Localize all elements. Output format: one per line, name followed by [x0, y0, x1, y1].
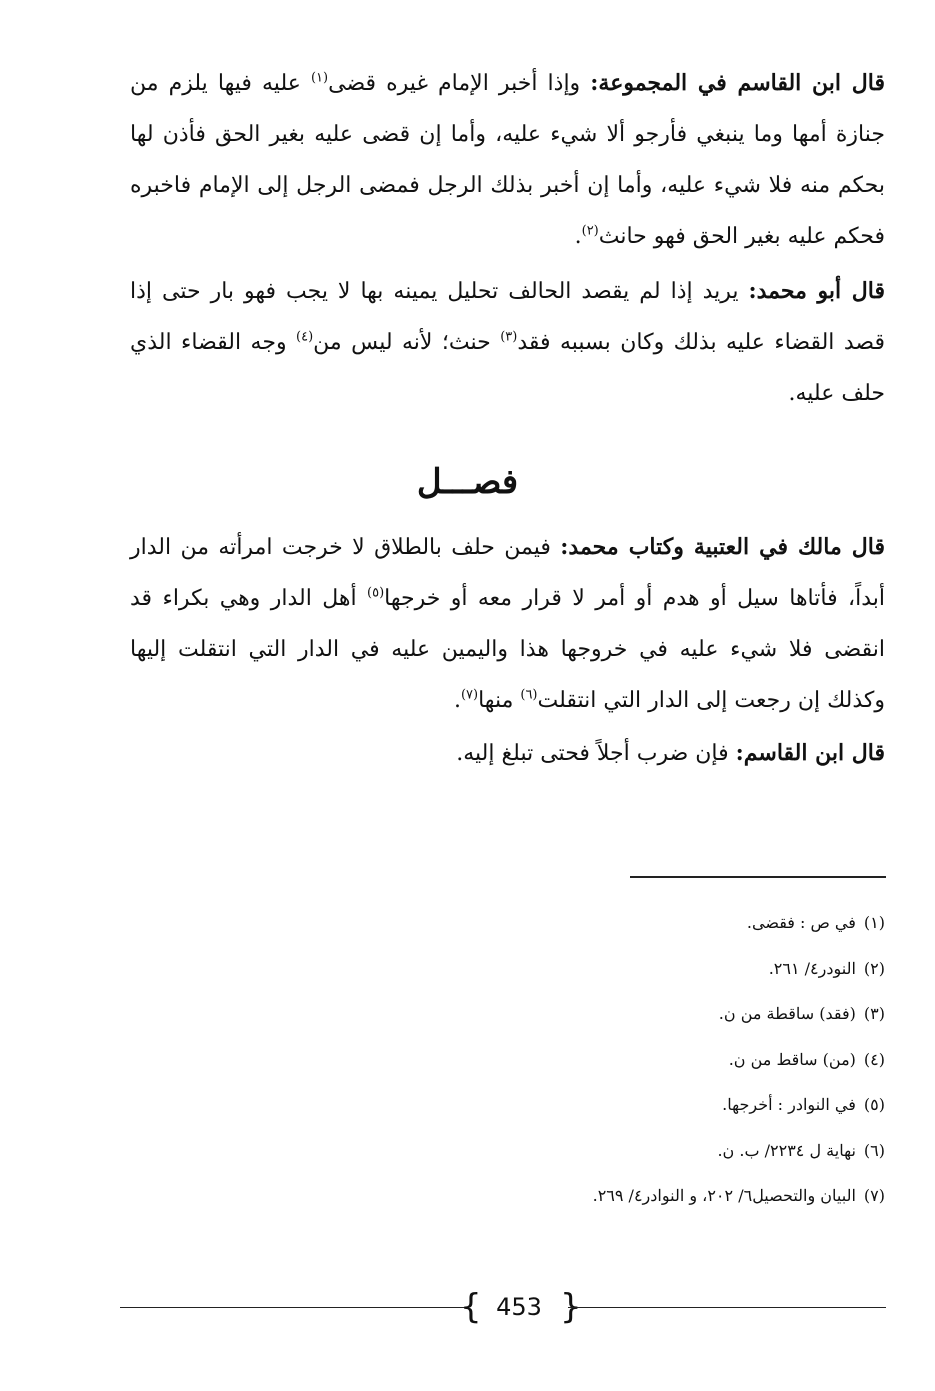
paragraph-text: يريد إذا لم يقصد الحالف تحليل يمينه بها لا يجب فهو بار حتى إذا قصد القضاء عليه بذلك وكان بسببه فقد [130, 279, 885, 355]
paragraph-text: وإذا أخبر الإمام غيره قضى [328, 71, 591, 96]
paragraph-text: أهل الدار وهي بكراء قد انقضى فلا شيء عليه في خروجها هذا واليمين عليه في الدار التي انتقلت إليها وكذلك إن رجعت إلى الدار التي انتقلت [130, 586, 885, 713]
footnote-number: (١) [863, 913, 885, 932]
paragraph-abu-muhammad [130, 266, 885, 419]
footer-rule-right [568, 1307, 886, 1308]
footnote-item [300, 1173, 885, 1219]
footnote-number: (٧) [863, 1186, 885, 1205]
paragraph-malik-utbiyya [130, 522, 885, 726]
paragraph-text: حنث؛ لأنه ليس من [313, 330, 501, 355]
footnote-item [300, 946, 885, 992]
footnote-ref[interactable]: (٥) [367, 585, 385, 601]
footnote-ref[interactable]: (١) [310, 70, 329, 86]
footnote-item [300, 991, 885, 1037]
paragraph-text: منها [478, 688, 521, 713]
page-footer [120, 1283, 886, 1339]
footnote-number: (٤) [863, 1049, 885, 1069]
paragraph-ibn-al-qasim [130, 728, 885, 779]
footnote-number: (٥) [863, 1095, 885, 1114]
footnote-item [300, 1037, 885, 1083]
page-number-bracket-open: { [460, 1287, 482, 1327]
footnote-ref[interactable]: (٤) [296, 329, 314, 345]
footnote-number: (٣) [863, 1004, 885, 1023]
footnote-item [300, 900, 885, 946]
footnote-item [300, 1128, 885, 1174]
section-heading: فصـــل [416, 462, 519, 502]
paragraph-ibn-al-qasim-majmua [130, 58, 885, 262]
page-number-bracket-close: } [560, 1287, 582, 1327]
footnote-text: نهاية ل ٢٢٣٤/ ب. ن. [717, 1140, 856, 1160]
paragraph-text: فيمن حلف بالطلاق لا خرجت امرأته من الدار أبداً، فأتاها سيل أو هدم أو أمر لا قرار معه أو خرجها [130, 535, 885, 611]
footnote-text: في ص : فقضى. [746, 913, 856, 932]
footnote-number: (٢) [863, 958, 885, 978]
footnote-text: (فقد) ساقطة من ن. [718, 1004, 856, 1023]
page-number: 453 [496, 1293, 542, 1321]
footer-rule-left [120, 1307, 468, 1308]
speaker-label: قال ابن القاسم: [735, 740, 885, 766]
footnote-number: (٦) [863, 1140, 885, 1160]
paragraph-text: . [453, 688, 461, 713]
footnote-text: في النوادر : أخرجها. [722, 1095, 856, 1114]
paragraph-text: عليه فيها يلزم من جنازة أمها وما ينبغي فأرجو ألا شيء عليه، وأما إن قضى عليه بغير الحق فأذن لها بحكم منه فلا شيء عليه، وأما إن أخبر بذلك الرجل فمضى الرجل إلى الإمام فاخبره فحكم عليه بغير الحق فهو حانث [130, 71, 885, 249]
speaker-label: قال مالك في العتبية وكتاب محمد: [560, 534, 885, 560]
footnote-text: البيان والتحصيل٦/ ٢٠٢، و النوادر٤/ ٢٦٩. [592, 1186, 856, 1205]
paragraph-text: . [574, 224, 582, 249]
footnotes-list [300, 900, 885, 1219]
footnote-divider [630, 876, 886, 878]
paragraph-text: فإن ضرب أجلاً فحتى تبلغ إليه. [456, 741, 736, 766]
footnote-text: النودر٤/ ٢٦١. [768, 958, 856, 978]
speaker-label: قال أبو محمد: [748, 278, 885, 304]
footnote-ref[interactable]: (٢) [581, 223, 599, 239]
paragraph-text: وجه القضاء الذي حلف عليه. [130, 330, 885, 406]
footnote-ref[interactable]: (٣) [500, 329, 518, 345]
speaker-label: قال ابن القاسم في المجموعة: [590, 70, 886, 96]
footnote-ref[interactable]: (٦) [520, 687, 538, 703]
footnote-text: (من) ساقط من ن. [728, 1049, 856, 1069]
footnote-ref[interactable]: (٧) [460, 687, 479, 703]
footnote-item [300, 1082, 885, 1128]
